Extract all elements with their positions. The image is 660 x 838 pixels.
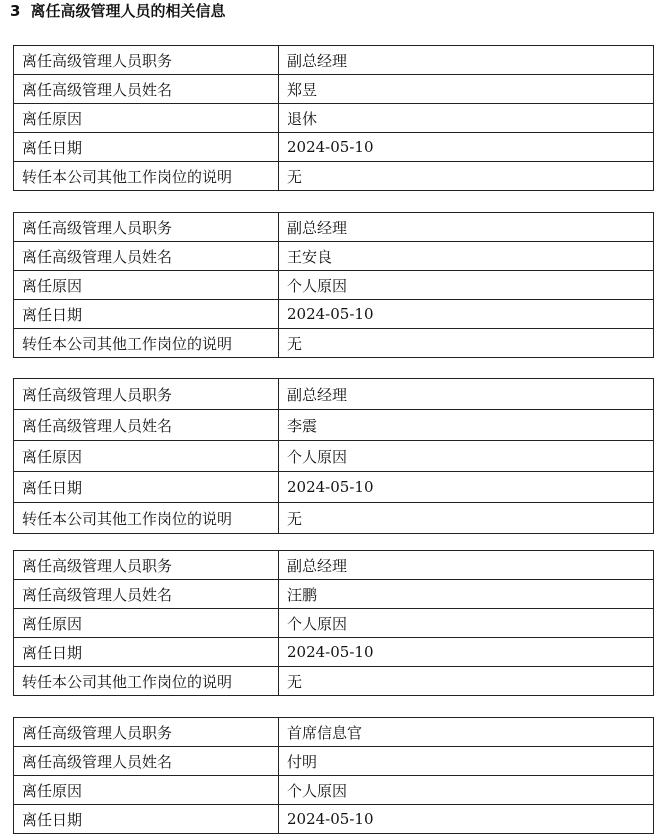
table-row xyxy=(14,379,654,410)
value-position: 副总经理 xyxy=(279,46,654,75)
value-date: 2024-05-10 xyxy=(279,300,654,329)
table-row xyxy=(14,271,654,300)
value-reason: 个人原因 xyxy=(279,609,654,638)
label-transfer: 转任本公司其他工作岗位的说明 xyxy=(14,162,279,191)
value-date: 2024-05-10 xyxy=(279,472,654,503)
label-reason: 离任原因 xyxy=(14,609,279,638)
table-row xyxy=(14,472,654,503)
table-row xyxy=(14,609,654,638)
table-row xyxy=(14,441,654,472)
label-name: 离任高级管理人员姓名 xyxy=(14,242,279,271)
value-date: 2024-05-10 xyxy=(279,638,654,667)
value-name: 李震 xyxy=(279,410,654,441)
table-row xyxy=(14,580,654,609)
label-name: 离任高级管理人员姓名 xyxy=(14,410,279,441)
label-reason: 离任原因 xyxy=(14,104,279,133)
label-reason: 离任原因 xyxy=(14,271,279,300)
label-date: 离任日期 xyxy=(14,133,279,162)
label-date: 离任日期 xyxy=(14,805,279,834)
table-row xyxy=(14,551,654,580)
table-row xyxy=(14,75,654,104)
value-position: 副总经理 xyxy=(279,213,654,242)
table-row xyxy=(14,300,654,329)
table-row xyxy=(14,410,654,441)
value-transfer: 无 xyxy=(279,667,654,696)
label-name: 离任高级管理人员姓名 xyxy=(14,747,279,776)
table-row xyxy=(14,104,654,133)
departure-table-4 xyxy=(13,550,654,696)
table-row xyxy=(14,133,654,162)
section-number: 3 xyxy=(10,2,21,20)
label-date: 离任日期 xyxy=(14,300,279,329)
label-transfer: 转任本公司其他工作岗位的说明 xyxy=(14,667,279,696)
value-reason: 退休 xyxy=(279,104,654,133)
label-date: 离任日期 xyxy=(14,638,279,667)
label-date: 离任日期 xyxy=(14,472,279,503)
departure-table-3 xyxy=(13,378,654,534)
table-row xyxy=(14,242,654,271)
value-position: 副总经理 xyxy=(279,379,654,410)
table-row xyxy=(14,805,654,834)
departure-table-5 xyxy=(13,717,654,834)
value-reason: 个人原因 xyxy=(279,441,654,472)
value-transfer: 无 xyxy=(279,329,654,358)
value-transfer: 无 xyxy=(279,162,654,191)
value-reason: 个人原因 xyxy=(279,776,654,805)
value-position: 副总经理 xyxy=(279,551,654,580)
departure-table-2 xyxy=(13,212,654,358)
value-name: 王安良 xyxy=(279,242,654,271)
table-row xyxy=(14,503,654,534)
value-date: 2024-05-10 xyxy=(279,133,654,162)
value-position: 首席信息官 xyxy=(279,718,654,747)
label-transfer: 转任本公司其他工作岗位的说明 xyxy=(14,503,279,534)
value-name: 郑昱 xyxy=(279,75,654,104)
label-position: 离任高级管理人员职务 xyxy=(14,46,279,75)
value-name: 付明 xyxy=(279,747,654,776)
table-row xyxy=(14,162,654,191)
value-reason: 个人原因 xyxy=(279,271,654,300)
section-title: 离任高级管理人员的相关信息 xyxy=(30,2,226,20)
table-row xyxy=(14,667,654,696)
label-reason: 离任原因 xyxy=(14,441,279,472)
value-transfer: 无 xyxy=(279,503,654,534)
value-date: 2024-05-10 xyxy=(279,805,654,834)
table-row xyxy=(14,213,654,242)
table-row xyxy=(14,638,654,667)
table-row xyxy=(14,718,654,747)
table-row xyxy=(14,747,654,776)
label-name: 离任高级管理人员姓名 xyxy=(14,75,279,104)
label-transfer: 转任本公司其他工作岗位的说明 xyxy=(14,329,279,358)
label-reason: 离任原因 xyxy=(14,776,279,805)
label-position: 离任高级管理人员职务 xyxy=(14,551,279,580)
section-heading xyxy=(10,2,225,20)
label-position: 离任高级管理人员职务 xyxy=(14,213,279,242)
departure-table-1 xyxy=(13,45,654,191)
table-row xyxy=(14,46,654,75)
value-name: 汪鹏 xyxy=(279,580,654,609)
label-position: 离任高级管理人员职务 xyxy=(14,379,279,410)
table-row xyxy=(14,329,654,358)
label-name: 离任高级管理人员姓名 xyxy=(14,580,279,609)
label-position: 离任高级管理人员职务 xyxy=(14,718,279,747)
table-row xyxy=(14,776,654,805)
